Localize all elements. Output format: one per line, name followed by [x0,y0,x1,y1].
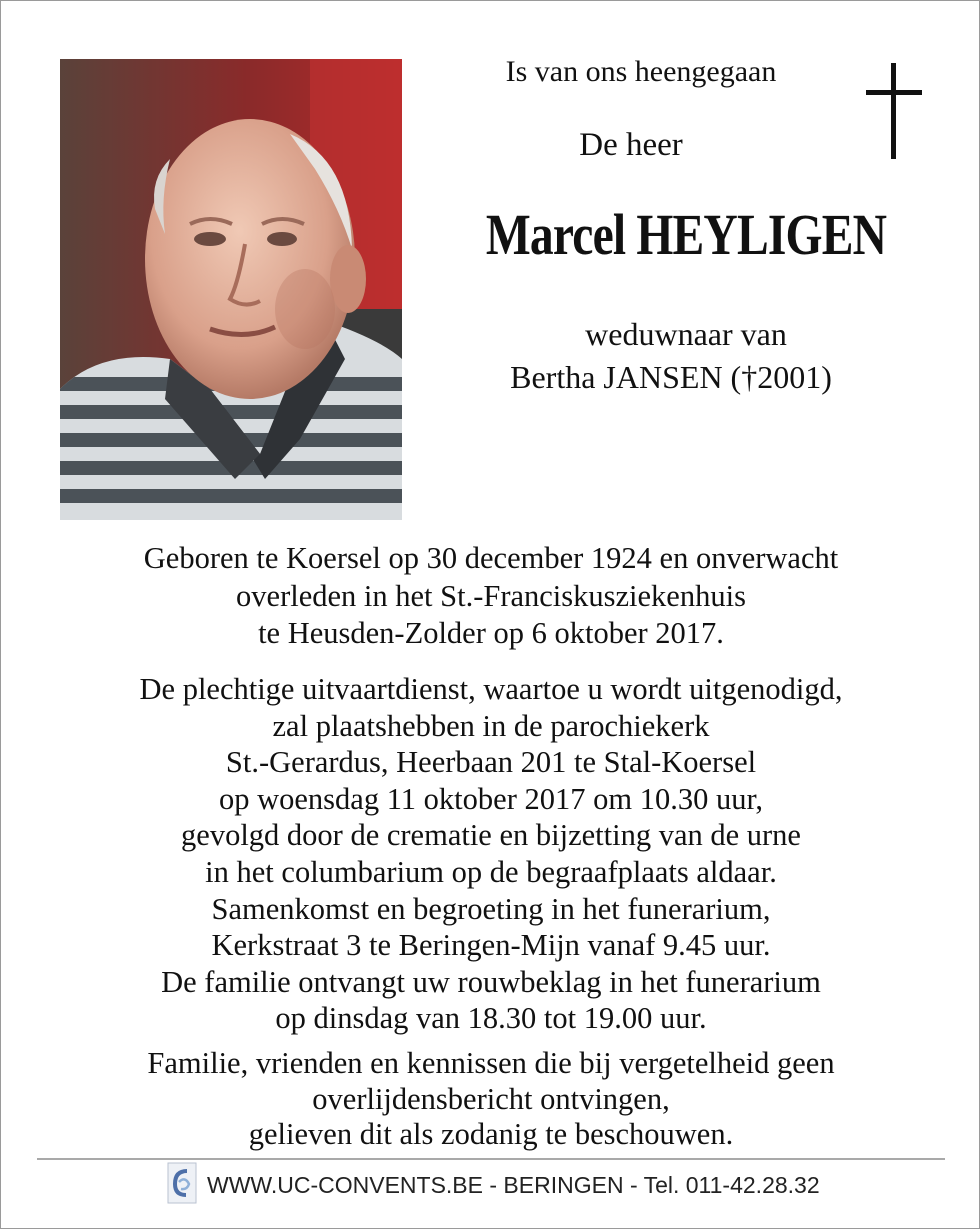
portrait-photo [60,59,402,520]
text-line: De familie ontvangt uw rouwbeklag in het funerarium [161,964,821,999]
footer-divider [37,1158,945,1160]
intro-line: Is van ons heengegaan [505,55,777,88]
funeral-service-paragraph [41,671,941,1037]
deceased-name: Marcel HEYLIGEN [485,202,887,267]
footer-contact: WWW.UC-CONVENTS.BE - BERINGEN - Tel. 011-42.28.32 [207,1172,820,1198]
text-line: te Heusden-Zolder op 6 oktober 2017. [258,616,724,650]
funeral-home-logo-icon [167,1162,197,1204]
text-line: Kerkstraat 3 te Beringen-Mijn vanaf 9.45 uur. [211,928,771,963]
text-line: zal plaatshebben in de parochiekerk [272,708,710,743]
text-line: gelieven dit als zodanig te beschouwen. [248,1117,734,1151]
widower-line: weduwnaar van [585,316,787,352]
text-line: Geboren te Koersel op 30 december 1924 en onverwacht [143,541,839,575]
latin-cross-icon [864,63,924,159]
honorific-title: De heer [579,127,683,163]
text-line: St.-Gerardus, Heerbaan 201 te Stal-Koersel [225,745,757,780]
text-line: De plechtige uitvaartdienst, waartoe u wordt uitgenodigd, [139,672,843,706]
text-line: op dinsdag van 18.30 tot 19.00 uur. [275,1001,707,1036]
text-line: gevolgd door de crematie en bijzetting van de urne [181,818,801,853]
text-line: op woensdag 11 oktober 2017 om 10.30 uur, [218,781,764,816]
spouse-line: Bertha JANSEN (†2001) [510,359,832,395]
birth-death-paragraph [41,540,941,653]
text-line: Familie, vrienden en kennissen die bij vergetelheid geen [147,1046,835,1080]
text-line: in het columbarium op de begraafplaats aldaar. [205,854,777,889]
text-line: overlijdensbericht ontvingen, [312,1081,670,1116]
text-line: Samenkomst en begroeting in het funerarium, [211,891,771,926]
notice-paragraph [41,1046,941,1153]
text-line: overleden in het St.-Franciskusziekenhuis [236,578,746,613]
